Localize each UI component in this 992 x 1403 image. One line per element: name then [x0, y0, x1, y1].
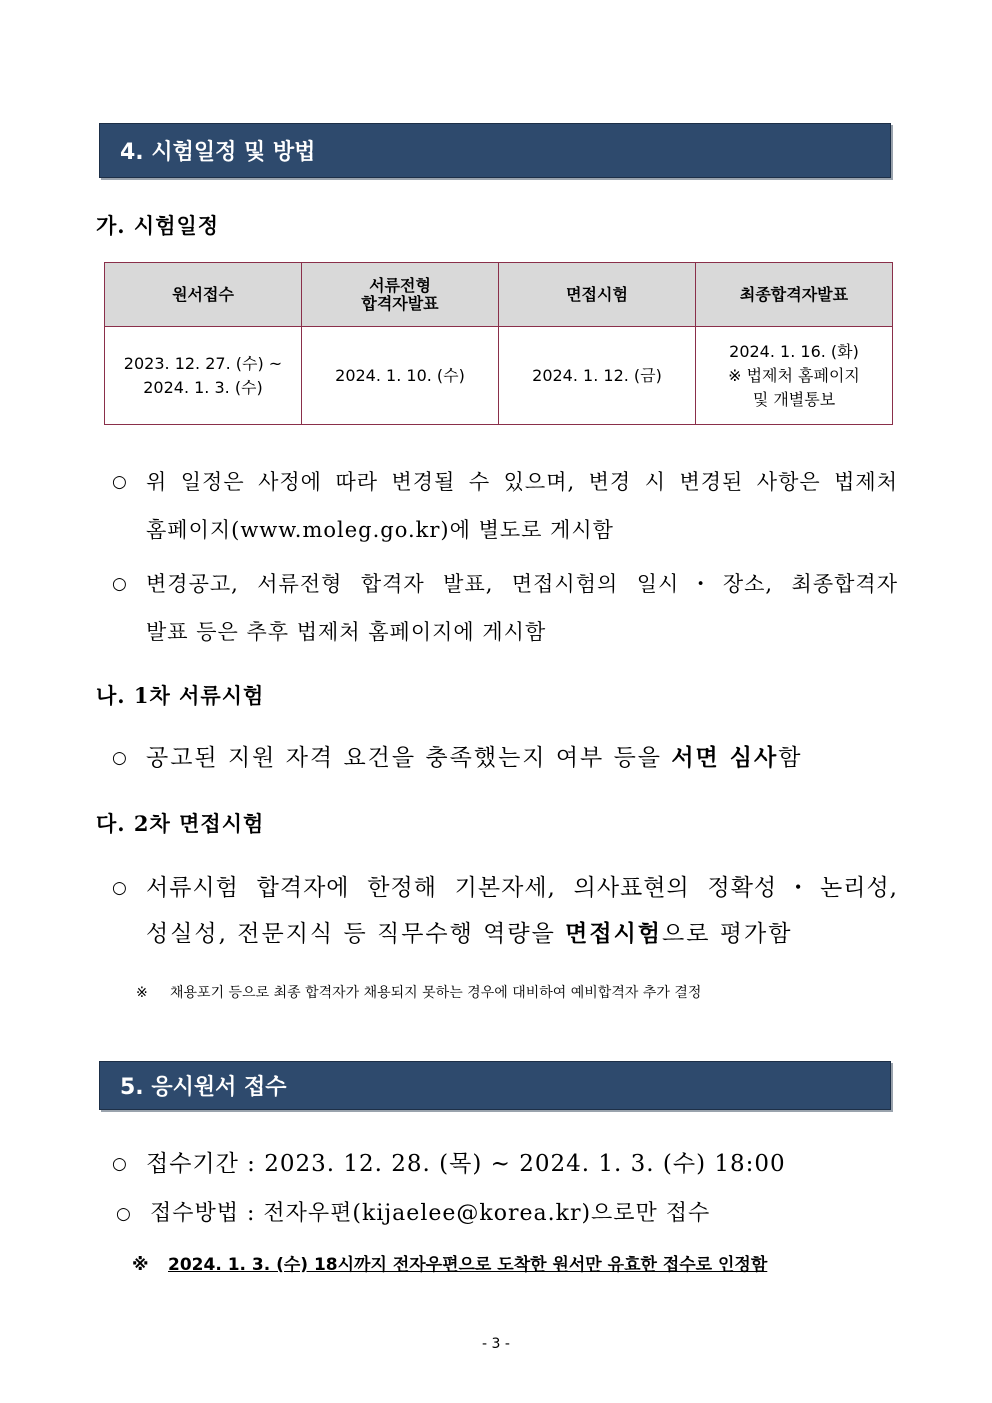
- bullet-schedule-change-line2: 홈페이지(www.moleg.go.kr)에 별도로 게시함: [146, 518, 614, 542]
- schedule-header-row: [105, 263, 893, 327]
- bullet-interview-exam: [112, 864, 898, 912]
- bullet-document-exam-text: [146, 734, 898, 782]
- bullet-announcement-cont: [146, 608, 846, 656]
- section-5-title: 5. 응시원서 접수: [120, 1075, 287, 1100]
- bullet-mark: ○: [112, 748, 127, 768]
- cell-final-line2: ※ 법제처 홈페이지: [728, 365, 860, 385]
- subheading-document-exam: 나. 1차 서류시험: [96, 683, 265, 708]
- note-text: 채용포기 등으로 최종 합격자가 채용되지 못하는 경우에 대비하여 예비합격자 추가 결정: [170, 985, 702, 1001]
- cell-final-line3: 및 개별통보: [752, 389, 836, 409]
- receipt-period: [112, 1140, 898, 1188]
- section-4-title: 4. 시험일정 및 방법: [120, 140, 316, 165]
- bullet-announcement-line1: 변경공고, 서류전형 합격자 발표, 면접시험의 일시・장소, 최종합격자: [146, 572, 898, 596]
- bullet-announcement-line2: 발표 등은 추후 법제처 홈페이지에 게시함: [146, 620, 547, 644]
- bullet-announcement: [112, 560, 898, 608]
- section-4-header: [99, 123, 891, 178]
- header-document-result-line2: 합격자발표: [361, 293, 439, 313]
- header-document-result: [302, 263, 499, 327]
- cell-application-period: [105, 327, 302, 425]
- cell-application-line2: 2024. 1. 3. (수): [143, 377, 263, 397]
- bullet-interview-line1: 서류시험 합격자에 한정해 기본자세, 의사표현의 정확성・논리성,: [146, 875, 898, 901]
- receipt-period-text: 접수기간 : 2023. 12. 28. (목) ~ 2024. 1. 3. (수) 18:00: [146, 1151, 786, 1177]
- bullet-interview-line2: [146, 910, 846, 958]
- header-final-result: 최종합격자발표: [696, 263, 893, 327]
- cell-interview-date: 2024. 1. 12. (금): [499, 327, 696, 425]
- bullet-schedule-change-cont: [146, 506, 846, 554]
- bullet-interview-line2-emph: 면접시험: [565, 920, 663, 947]
- header-application: 원서접수: [105, 263, 302, 327]
- header-interview: 면접시험: [499, 263, 696, 327]
- subheading-schedule: 가. 시험일정: [96, 213, 220, 238]
- bullet-mark: ○: [116, 1204, 131, 1224]
- cell-final-line1: 2024. 1. 16. (화): [729, 341, 859, 361]
- bullet-document-exam-after: 함: [778, 745, 803, 771]
- bullet-interview-exam-cont: [146, 910, 846, 958]
- interview-note: [136, 982, 886, 1002]
- cell-final-result: [696, 327, 893, 425]
- bullet-document-exam-emph: 서면 심사: [671, 744, 779, 771]
- cell-application-line1: 2023. 12. 27. (수) ~: [123, 353, 283, 373]
- schedule-value-row: [105, 327, 893, 425]
- bullet-document-exam: [112, 734, 898, 782]
- receipt-note-text: 2024. 1. 3. (수) 18시까지 전자우편으로 도착한 원서만 유효한 접수로 인정함: [168, 1255, 768, 1275]
- schedule-table: [104, 262, 893, 425]
- section-5-header: [99, 1061, 891, 1110]
- receipt-note: [132, 1250, 767, 1275]
- bullet-document-exam-before: 공고된 지원 자격 요건을 충족했는지 여부 등을: [146, 745, 672, 771]
- bullet-mark: ○: [112, 878, 127, 898]
- subheading-interview-exam: 다. 2차 면접시험: [96, 811, 265, 836]
- receipt-method-text: 접수방법 : 전자우편(kijaelee@korea.kr)으로만 접수: [150, 1201, 711, 1226]
- receipt-method: [116, 1190, 902, 1238]
- page-number: - 3 -: [482, 1336, 510, 1352]
- receipt-note-mark: ※: [132, 1255, 149, 1275]
- bullet-mark: ○: [112, 1154, 127, 1174]
- bullet-mark: ○: [112, 472, 127, 492]
- bullet-interview-line2-before: 성실성, 전문지식 등 직무수행 역량을: [146, 921, 566, 947]
- header-document-result-line1: 서류전형: [369, 275, 431, 295]
- bullet-schedule-change: [112, 458, 898, 506]
- bullet-interview-line2-after: 으로 평가함: [662, 921, 793, 947]
- note-mark: ※: [136, 985, 148, 1001]
- bullet-schedule-change-line1: 위 일정은 사정에 따라 변경될 수 있으며, 변경 시 변경된 사항은 법제처: [146, 470, 898, 494]
- cell-document-result-date: 2024. 1. 10. (수): [302, 327, 499, 425]
- bullet-mark: ○: [112, 574, 127, 594]
